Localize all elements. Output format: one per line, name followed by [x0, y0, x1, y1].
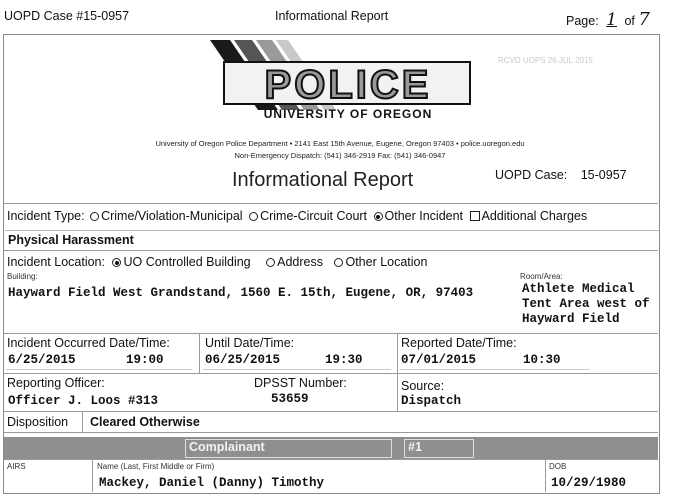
dpsst-label: DPSST Number: [254, 376, 347, 390]
page-current: 1 [606, 10, 617, 30]
logo-police-text: POLICE [264, 63, 432, 107]
source-label: Source: [401, 379, 445, 393]
header-case-number: UOPD Case #15-0957 [4, 9, 130, 23]
disposition-value: Cleared Otherwise [90, 415, 200, 429]
location-option-other[interactable]: Other Location [334, 255, 427, 269]
source-value: Dispatch [401, 394, 462, 408]
case-number [495, 168, 627, 182]
form-title: Informational Report [232, 169, 414, 191]
dept-address: University of Oregon Police Department • 2141 East 15th Avenue, Eugene, Oregon 97403 • police.uoregon.edu [155, 139, 525, 148]
room-label: Room/Area: [520, 272, 563, 281]
reported-date: 07/01/2015 [401, 353, 477, 367]
additional-charges-checkbox[interactable]: Additional Charges [470, 209, 588, 223]
radio-icon [90, 212, 99, 221]
until-time: 19:30 [325, 353, 363, 367]
radio-selected-icon [374, 212, 383, 221]
complainant-name: Mackey, Daniel (Danny) Timothy [99, 476, 325, 490]
incident-type-option-municipal[interactable]: Crime/Violation-Municipal [90, 209, 243, 223]
radio-selected-icon [112, 258, 121, 267]
disposition-label: Disposition [7, 415, 69, 429]
airs-label: AIRS [7, 462, 26, 471]
occurred-time: 19:00 [126, 353, 164, 367]
case-value: 15-0957 [580, 168, 627, 182]
complainant-label: Complainant [189, 440, 265, 454]
location-option-building[interactable]: UO Controlled Building [112, 255, 250, 269]
page-indicator [566, 9, 650, 30]
location-row [7, 255, 427, 269]
case-label: UOPD Case: [495, 168, 568, 182]
header-title: Informational Report [275, 9, 389, 23]
incident-type-option-other[interactable]: Other Incident [374, 209, 464, 223]
reported-label: Reported Date/Time: [401, 336, 517, 350]
dob-label: DOB [549, 462, 567, 471]
room-value: Athlete Medical Tent Area west of Hayward Field [522, 282, 650, 326]
building-value: Hayward Field West Grandstand, 1560 E. 15th, Eugene, OR, 97403 [8, 286, 474, 300]
incident-type-label: Incident Type: [7, 209, 85, 223]
officer-value: Officer J. Loos #313 [8, 394, 159, 408]
officer-label: Reporting Officer: [7, 376, 105, 390]
reported-time: 10:30 [523, 353, 561, 367]
page-of: of [624, 14, 635, 28]
occurred-label: Incident Occurred Date/Time: [7, 336, 170, 350]
until-date: 06/25/2015 [205, 353, 281, 367]
checkbox-icon [470, 211, 480, 221]
building-label: Building: [7, 272, 38, 281]
dpsst-value: 53659 [271, 392, 309, 406]
location-option-address[interactable]: Address [266, 255, 323, 269]
radio-icon [266, 258, 275, 267]
incident-type-value: Physical Harassment [8, 233, 134, 247]
dept-phone: Non-Emergency Dispatch: (541) 346-2919 Fax: (541) 346-0947 [234, 151, 446, 160]
complainant-number: #1 [408, 440, 422, 454]
received-stamp: RCVD UOPS 26 JUL 2015 [498, 56, 593, 65]
occurred-date: 6/25/2015 [8, 353, 76, 367]
radio-icon [249, 212, 258, 221]
until-label: Until Date/Time: [205, 336, 295, 350]
name-label: Name (Last, First Middle or Firm) [97, 462, 215, 471]
page-label: Page: [566, 14, 599, 28]
page-total: 7 [638, 9, 650, 30]
incident-type-option-circuit[interactable]: Crime-Circuit Court [249, 209, 367, 223]
police-logo [210, 40, 480, 124]
incident-type-row [7, 209, 587, 223]
radio-icon [334, 258, 343, 267]
dob-value: 10/29/1980 [551, 476, 627, 490]
logo-university-text: UNIVERSITY OF OREGON [263, 107, 433, 121]
location-label: Incident Location: [7, 255, 105, 269]
